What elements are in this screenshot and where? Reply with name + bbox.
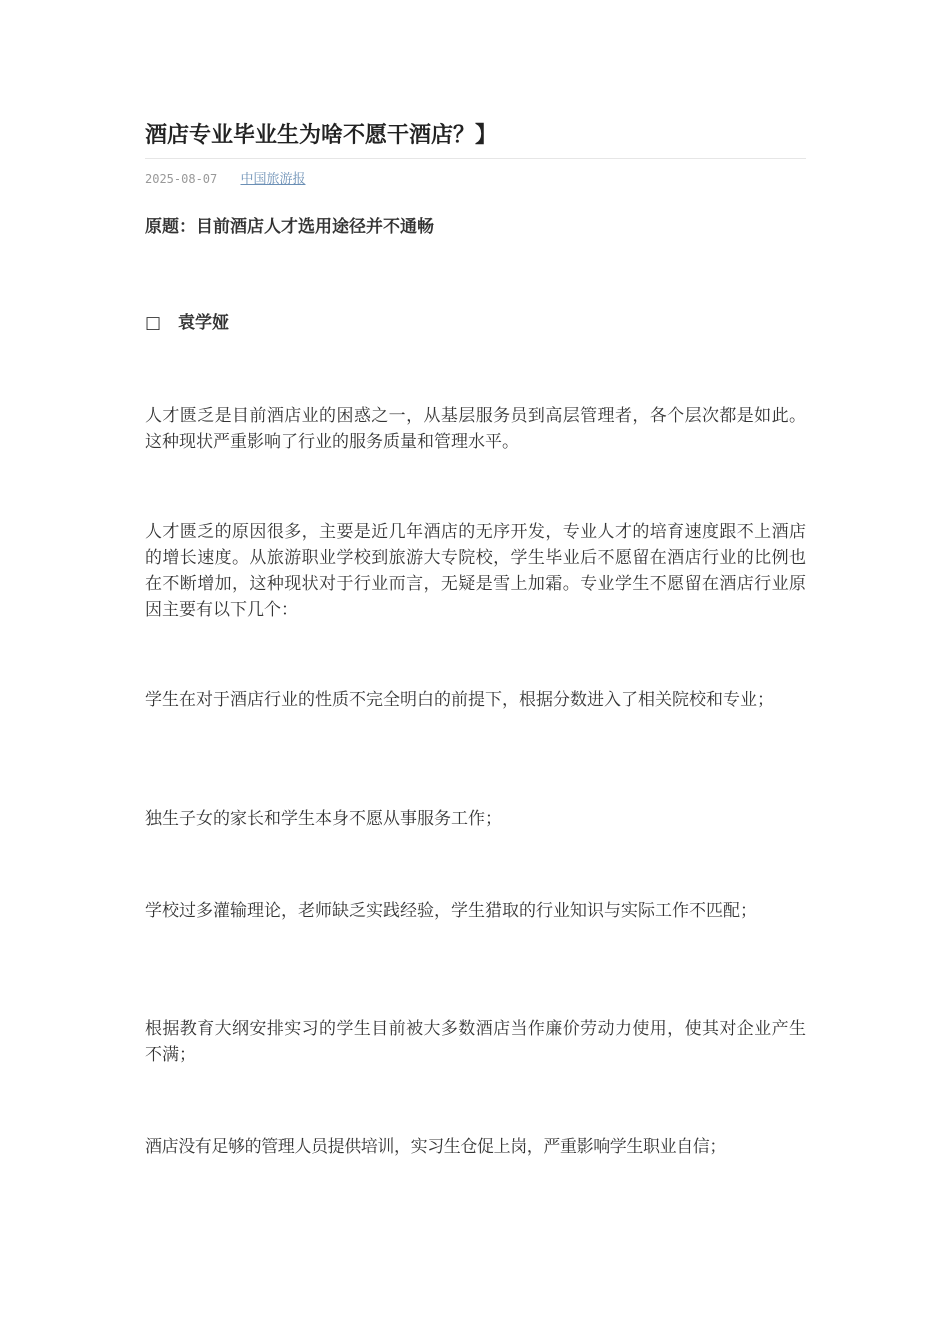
article-subtitle: 原题：目前酒店人才选用途径并不通畅 [145,217,434,237]
author-line: □ 袁学娅 [145,313,230,333]
paragraph: 根据教育大纲安排实习的学生目前被大多数酒店当作廉价劳动力使用，使其对企业产生不满； [145,1019,806,1065]
publish-date: 2025-08-07 [145,172,218,186]
paragraph: 酒店没有足够的管理人员提供培训，实习生仓促上岗，严重影响学生职业自信； [145,1137,726,1157]
paragraph: 独生子女的家长和学生本身不愿从事服务工作； [145,809,502,829]
article [145,118,806,1157]
article-meta [145,169,806,190]
source-link[interactable]: 中国旅游报 [240,172,306,187]
paragraph: 人才匮乏是目前酒店业的困惑之一，从基层服务员到高层管理者，各个层次都是如此。这种现状严重影响了行业的服务质量和管理水平。 [145,406,806,452]
paragraph: 学校过多灌输理论，老师缺乏实践经验，学生猎取的行业知识与实际工作不匹配； [145,901,757,921]
paragraph: 人才匮乏的原因很多，主要是近几年酒店的无序开发，专业人才的培育速度跟不上酒店的增长速度。从旅游职业学校到旅游大专院校，学生毕业后不愿留在酒店行业的比例也在不断增加，这种现状对于行业而言，无疑是雪上加霜。专业学生不愿留在酒店行业原因主要有以下几个： [145,522,806,620]
article-title: 酒店专业毕业生为啥不愿干酒店？】 [145,118,806,159]
paragraph: 学生在对于酒店行业的性质不完全明白的前提下，根据分数进入了相关院校和专业； [145,690,774,710]
